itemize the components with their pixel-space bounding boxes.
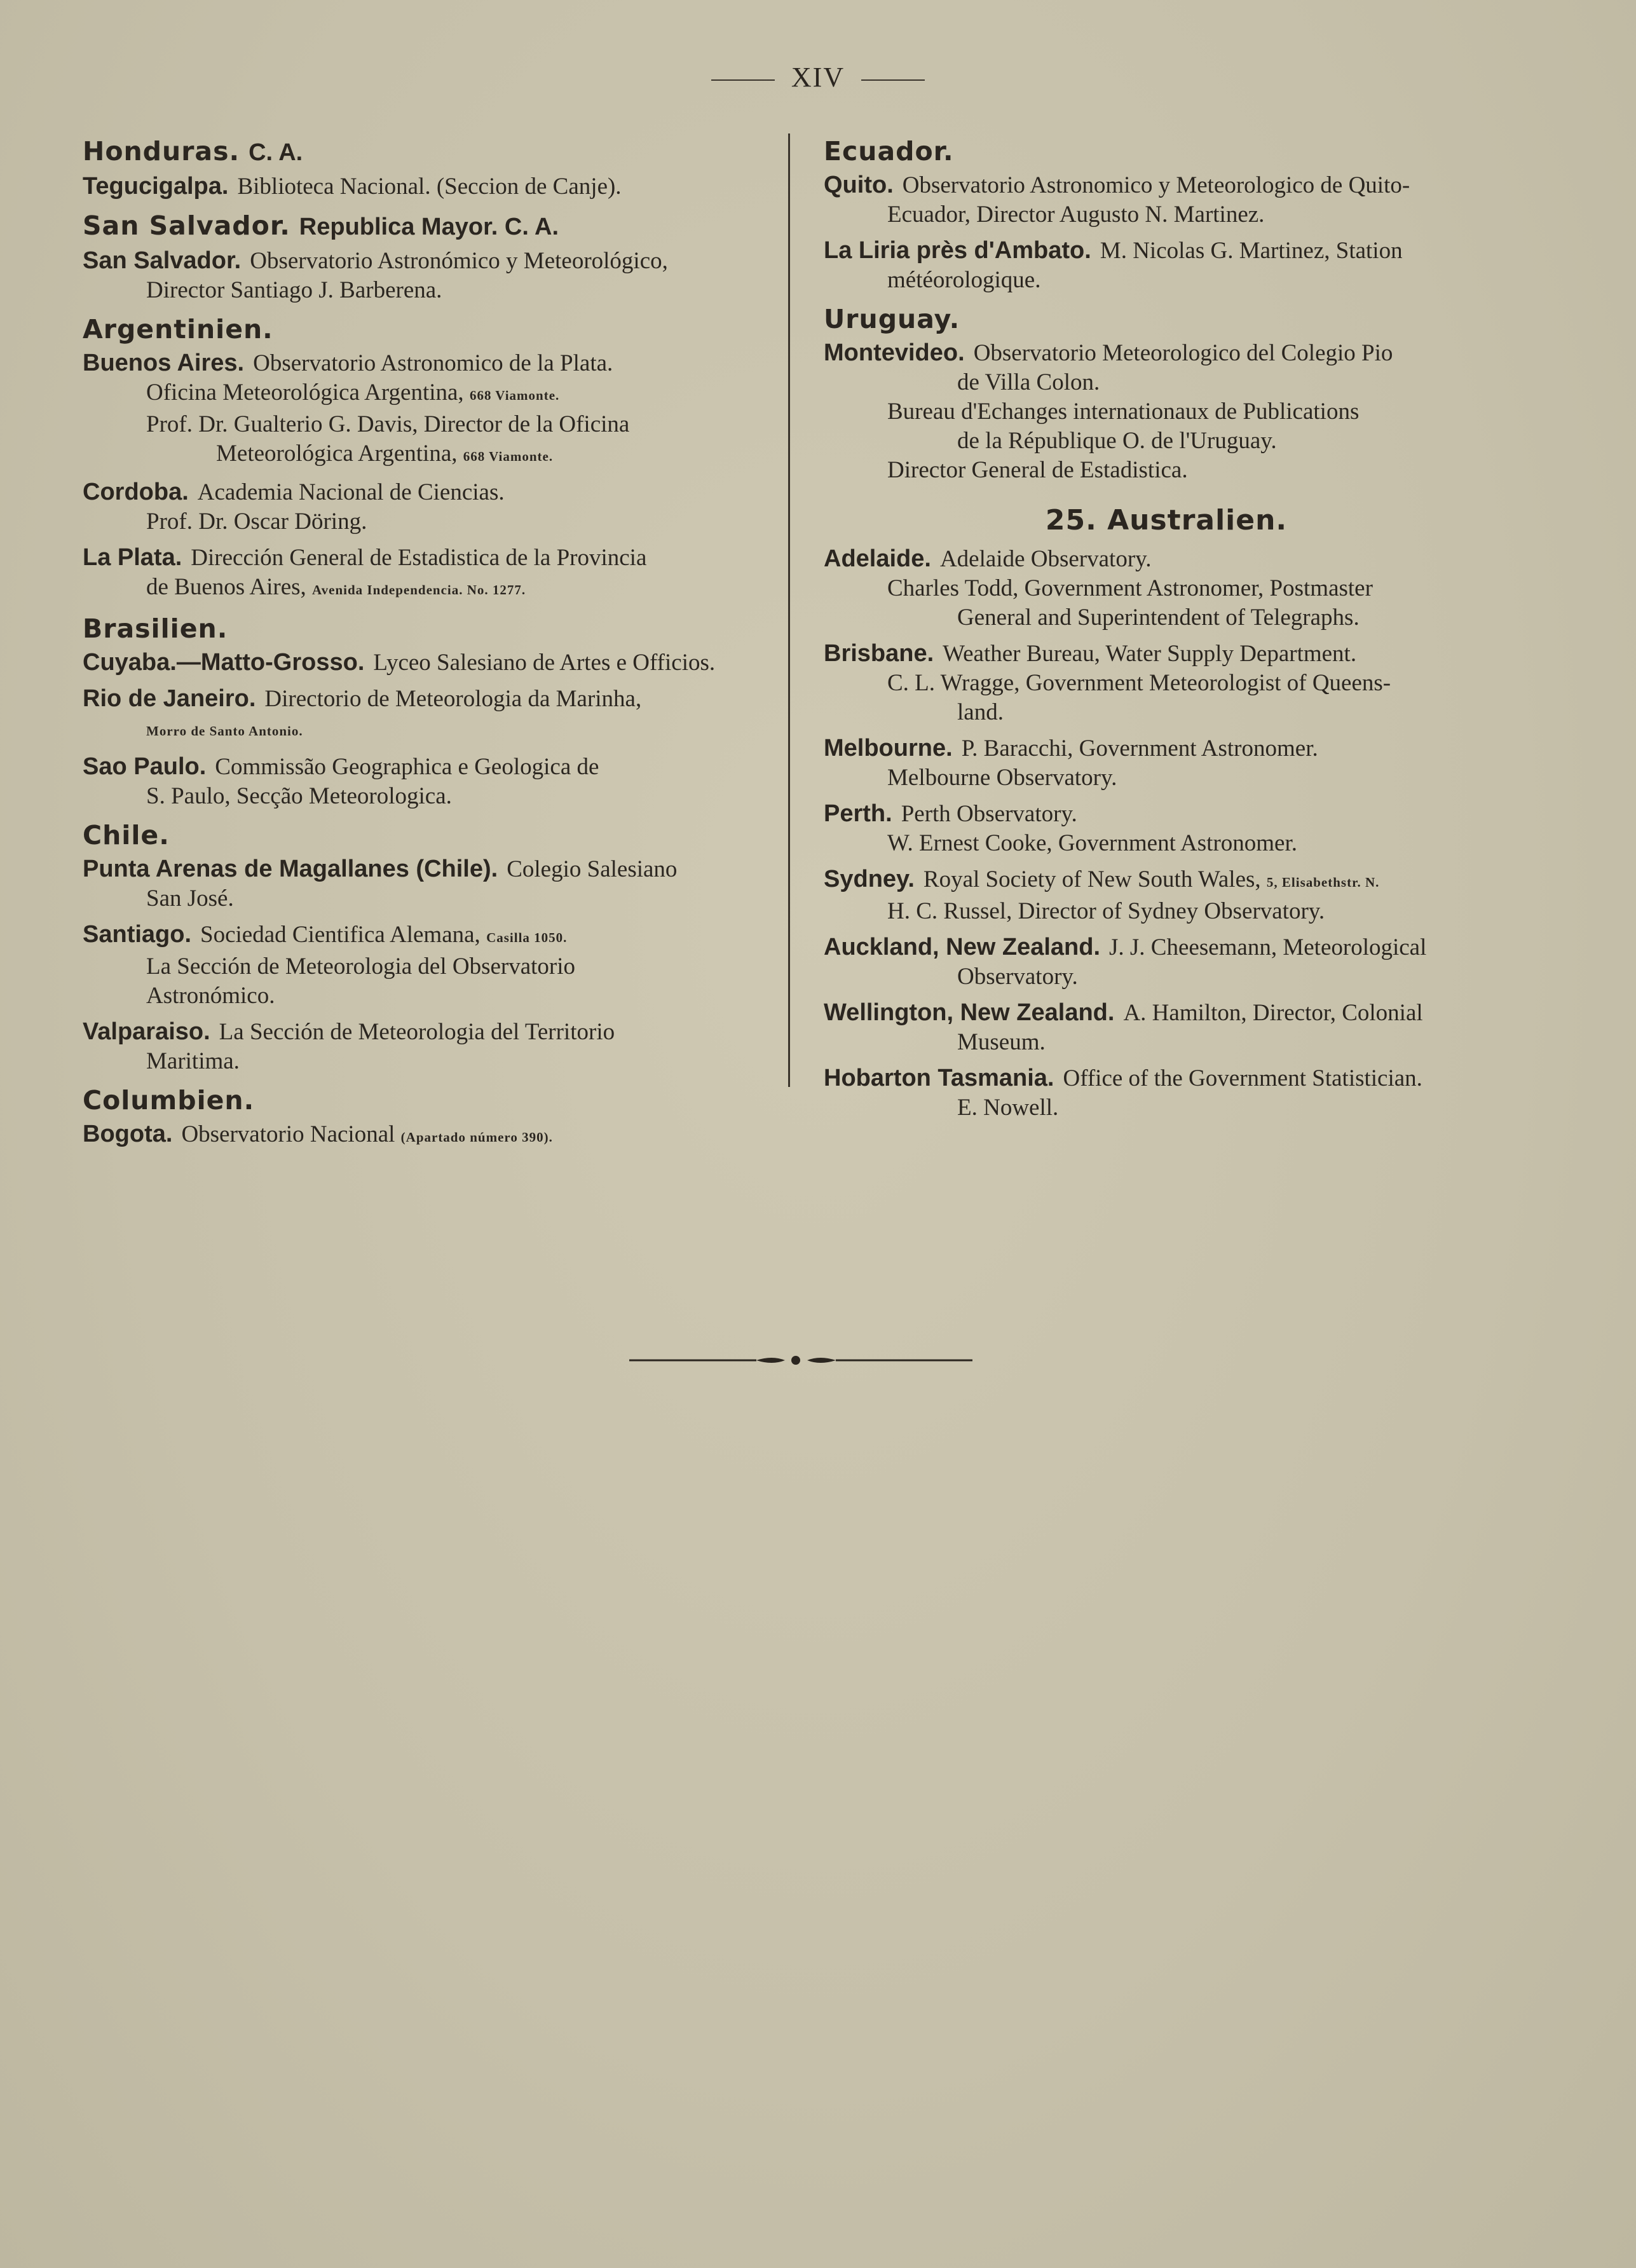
place-name: Valparaiso. [83, 1018, 210, 1045]
column-divider [788, 133, 790, 1087]
entry-continuation: Ecuador, Director Augusto N. Martinez. [887, 202, 1265, 228]
entry-sub-line: E. Nowell. [957, 1095, 1059, 1121]
entry-sub-line: Melbourne Observatory. [887, 765, 1117, 791]
country-suffix: C. A. [249, 139, 303, 166]
entry-continuation: Museum. [957, 1029, 1046, 1055]
entry-tegucigalpa [83, 172, 764, 202]
place-name: Tegucigalpa. [83, 173, 229, 200]
entry-valparaiso [83, 1017, 764, 1076]
address-note-line [83, 714, 764, 746]
right-column [824, 127, 1509, 1129]
place-name: La Liria près d'Ambato. [824, 237, 1091, 264]
address-note: Avenida Independencia. No. 1277. [312, 582, 526, 598]
entry-buenos-aires [83, 348, 764, 471]
entry-rio-de-janeiro [83, 684, 764, 746]
entry-brisbane [824, 639, 1509, 727]
entry-melbourne [824, 734, 1509, 793]
page-number: XIV [791, 62, 845, 93]
entry-hobarton [824, 1063, 1509, 1123]
entry-adelaide [824, 544, 1509, 632]
entry-quito [824, 170, 1509, 229]
entry-sub-line: H. C. Russel, Director of Sydney Observatory. [887, 898, 1325, 924]
address-note: (Apartado número 390). [400, 1130, 553, 1145]
entry-continuation: météorologique. [887, 267, 1041, 293]
country-heading-ecuador: Ecuador. [824, 136, 954, 167]
country-suffix: Republica Mayor. C. A. [299, 214, 559, 240]
entry-continuation: S. Paulo, Secção Meteorologica. [146, 783, 452, 809]
entry-text: Observatorio Astronomico de la Plata. [253, 350, 613, 376]
country-heading-chile: Chile. [83, 820, 170, 850]
entry-cordoba [83, 477, 764, 536]
country-heading-san-salvador: San Salvador. Republica Mayor. C. A. [83, 210, 559, 241]
country-heading-honduras: Honduras. C. A. [83, 136, 303, 167]
entry-continuation: Observatory. [957, 964, 1078, 990]
entry-auckland [824, 932, 1509, 992]
entry-sub-continuation: de la République O. de l'Uruguay. [957, 428, 1277, 454]
entry-san-salvador [83, 246, 764, 305]
entry-text: Biblioteca Nacional. (Seccion de Canje). [237, 174, 622, 200]
entry-sydney [824, 864, 1509, 926]
entry-continuation: Director Santiago J. Barberena. [146, 277, 442, 303]
place-name: Bogota. [83, 1121, 173, 1147]
address-note: 5, Elisabethstr. N. [1266, 875, 1380, 890]
entry-sub-line: La Sección de Meteorologia del Observatorio [146, 953, 576, 980]
entry-perth [824, 799, 1509, 858]
entry-text: P. Baracchi, Government Astronomer. [961, 735, 1318, 762]
address-note: 668 Viamonte. [463, 449, 554, 464]
entry-sub-line: Director General de Estadistica. [887, 457, 1188, 483]
place-name: Sao Paulo. [83, 753, 207, 780]
entry-text: Directorio de Meteorologia da Marinha, [264, 686, 642, 712]
entry-continuation: San José. [146, 885, 234, 912]
place-name: San Salvador. [83, 247, 242, 274]
entry-cuyaba [83, 648, 764, 678]
left-column [83, 127, 764, 1158]
place-name: Santiago. [83, 921, 192, 948]
entry-bogota [83, 1119, 764, 1152]
country-heading-brasilien: Brasilien. [83, 613, 228, 644]
place-name: Cuyaba.—Matto-Grosso. [83, 649, 365, 676]
place-name: Montevideo. [824, 339, 965, 366]
entry-text: Commissão Geographica e Geologica de [215, 754, 599, 780]
place-name: La Plata. [83, 544, 182, 571]
entry-text: Weather Bureau, Water Supply Department. [943, 641, 1357, 667]
entry-sub-line: Oficina Meteorológica Argentina, 668 Viamonte. [146, 379, 560, 406]
place-name: Rio de Janeiro. [83, 685, 256, 712]
entry-text: Academia Nacional de Ciencias. [197, 479, 505, 505]
entry-sub-line: Prof. Dr. Gualterio G. Davis, Director de la Oficina [146, 411, 630, 437]
entry-continuation: Maritima. [146, 1048, 240, 1074]
entry-sub-continuation: Meteorológica Argentina, 668 Viamonte. [216, 441, 554, 467]
entry-text: Dirección General de Estadistica de la Provincia [191, 545, 647, 571]
entry-sub-line: C. L. Wragge, Government Meteorologist of Queens- [887, 670, 1391, 696]
header-rule-right [861, 79, 925, 81]
ornament-divider-icon [629, 1348, 972, 1373]
entry-sub-continuation: land. [957, 699, 1004, 725]
entry-text: Office of the Government Statistician. [1063, 1065, 1422, 1091]
section-heading-australien: 25. Australien. [1045, 504, 1288, 536]
place-name: Wellington, New Zealand. [824, 999, 1115, 1026]
entry-la-plata [83, 543, 764, 605]
place-name: Auckland, New Zealand. [824, 934, 1100, 960]
address-note: Morro de Santo Antonio. [146, 723, 303, 739]
entry-text: J. J. Cheesemann, Meteorological [1109, 934, 1427, 960]
entry-santiago [83, 920, 764, 1011]
entry-text: Observatorio Nacional [181, 1121, 395, 1147]
entry-sub-line: W. Ernest Cooke, Government Astronomer. [887, 830, 1298, 856]
page-number-header [0, 61, 1636, 93]
entry-sub-continuation: Astronómico. [146, 983, 275, 1009]
entry-text: Sociedad Cientifica Alemana, [200, 922, 481, 948]
entry-text: Observatorio Astronómico y Meteorológico, [250, 248, 668, 274]
place-name: Brisbane. [824, 640, 934, 667]
entry-text: Royal Society of New South Wales, [923, 866, 1261, 892]
place-name: Perth. [824, 800, 892, 827]
entry-text: Observatorio Meteorologico del Colegio Pio [973, 340, 1393, 366]
place-name: Cordoba. [83, 479, 189, 505]
country-heading-argentinien: Argentinien. [83, 314, 273, 345]
entry-text: La Sección de Meteorologia del Territorio [219, 1019, 615, 1045]
entry-continuation: de Villa Colon. [957, 369, 1100, 395]
entry-sub-continuation: General and Superintendent of Telegraphs. [957, 605, 1360, 631]
entry-text: Adelaide Observatory. [939, 546, 1152, 572]
place-name: Buenos Aires. [83, 350, 245, 376]
country-heading-columbien: Columbien. [83, 1085, 255, 1116]
address-note: Casilla 1050. [486, 930, 568, 945]
entry-text: Observatorio Astronomico y Meteorologico de Quito- [902, 172, 1410, 198]
country-heading-uruguay: Uruguay. [824, 304, 960, 334]
place-name: Quito. [824, 172, 894, 198]
place-name: Melbourne. [824, 735, 953, 762]
place-name: Hobarton Tasmania. [824, 1065, 1054, 1091]
entry-text: Colegio Salesiano [507, 856, 678, 882]
entry-continuation: de Buenos Aires, Avenida Independencia. No. 1277. [146, 574, 526, 600]
header-rule-left [711, 79, 775, 81]
entry-wellington [824, 998, 1509, 1057]
place-name: Adelaide. [824, 545, 931, 572]
entry-text: M. Nicolas G. Martinez, Station [1100, 238, 1403, 264]
entry-sub-line: Prof. Dr. Oscar Döring. [146, 509, 367, 535]
entry-montevideo [824, 338, 1509, 485]
entry-la-liria [824, 236, 1509, 295]
entry-text: Lyceo Salesiano de Artes e Officios. [373, 650, 716, 676]
entry-text: A. Hamilton, Director, Colonial [1123, 1000, 1423, 1026]
address-note: 668 Viamonte. [469, 388, 560, 403]
place-name: Sydney. [824, 866, 915, 892]
entry-sub-line: Bureau d'Echanges internationaux de Publications [887, 399, 1360, 425]
place-name: Punta Arenas de Magallanes (Chile). [83, 856, 498, 882]
entry-sao-paulo [83, 752, 764, 811]
entry-sub-line: Charles Todd, Government Astronomer, Postmaster [887, 575, 1373, 601]
entry-text: Perth Observatory. [901, 801, 1077, 827]
entry-punta-arenas [83, 854, 764, 913]
